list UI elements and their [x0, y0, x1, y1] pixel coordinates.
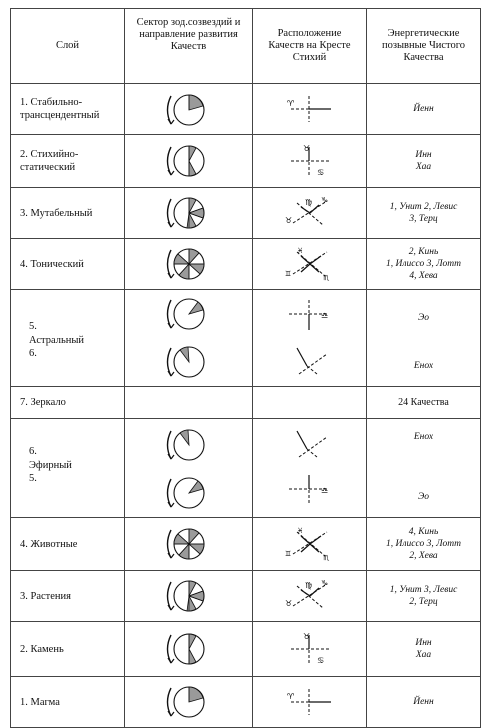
table-row: [11, 84, 481, 135]
svg-text:♍: ♍: [305, 581, 313, 590]
header-layer: Слой: [11, 9, 125, 84]
sector-diagram-cell: [125, 387, 253, 419]
svg-text:♏: ♏: [323, 274, 330, 282]
table-row: [11, 188, 481, 239]
elements-cross-icon: [283, 685, 337, 719]
elements-cross-icon: [283, 193, 337, 233]
table-row: [11, 239, 481, 290]
sector-wheel-icon: [159, 682, 209, 722]
cross-diagram-cell: [253, 571, 367, 622]
svg-text:♋: ♋: [317, 656, 325, 665]
sector-wheel-icon: [159, 473, 209, 513]
layer-label-astral: 5. Астральный 6.: [11, 290, 125, 387]
svg-text:♉: ♉: [285, 599, 293, 608]
cross-diagram-cell: [253, 387, 367, 419]
svg-text:♈: ♈: [287, 99, 295, 108]
energy-cell: Енох Эо: [367, 419, 481, 518]
elements-cross-icon: [283, 296, 337, 334]
energy-cell: Инн Хаа: [367, 135, 481, 188]
layer-label: 1. Стабильно-трансцендентный: [11, 84, 125, 135]
energy-cell: Инн Хаа: [367, 622, 481, 677]
svg-text:♊: ♊: [285, 550, 292, 558]
table-row: [11, 518, 481, 571]
elements-cross-icon: [283, 629, 337, 669]
svg-text:♉: ♉: [303, 144, 311, 153]
sector-diagram-cell: [125, 571, 253, 622]
sector-wheel-icon: [159, 90, 209, 130]
layer-label: 7. Зеркало: [11, 387, 125, 419]
table-row: [11, 135, 481, 188]
energy-cell: Йенн: [367, 677, 481, 728]
cross-diagram-cell: [253, 419, 367, 518]
elements-cross-icon: [283, 576, 337, 616]
cross-diagram-cell: [253, 290, 367, 387]
table-row: [11, 419, 481, 518]
elements-cross-icon: [283, 471, 337, 511]
energy-cell: 24 Качества: [367, 387, 481, 419]
layer-label-etheric: 6. Эфирный 5.: [11, 419, 125, 518]
cross-diagram-cell: [253, 135, 367, 188]
sector-diagram-cell: [125, 239, 253, 290]
sector-diagram-cell: [125, 290, 253, 387]
svg-text:♍: ♍: [305, 198, 313, 207]
sector-wheel-icon: [159, 244, 209, 284]
elements-cross-icon: [283, 423, 337, 463]
elements-cross-icon: [283, 141, 337, 181]
layer-label: 1. Магма: [11, 677, 125, 728]
svg-text:♈: ♈: [287, 692, 295, 701]
layer-label: 4. Тонический: [11, 239, 125, 290]
sector-diagram-cell: [125, 188, 253, 239]
table-row: [11, 290, 481, 387]
svg-text:♉: ♉: [285, 216, 293, 225]
svg-text:♊: ♊: [285, 270, 292, 278]
svg-text:♏: ♏: [323, 554, 330, 562]
sector-diagram-cell: [125, 84, 253, 135]
svg-text:♋: ♋: [317, 168, 325, 177]
cross-diagram-cell: [253, 518, 367, 571]
header-sector: Сектор зод.созвездий и направление развития Качеств: [125, 9, 253, 84]
svg-text:♑: ♑: [321, 196, 329, 205]
table-row: [11, 622, 481, 677]
energy-cell: 1, Унит 3, Левис 2, Терц: [367, 571, 481, 622]
svg-text:♑: ♑: [321, 579, 329, 588]
layer-label: 4. Животные: [11, 518, 125, 571]
elements-cross-icon: [283, 340, 337, 380]
sector-wheel-icon: [159, 141, 209, 181]
layer-label: 3. Растения: [11, 571, 125, 622]
layers-table: [10, 8, 481, 728]
layer-label: 2. Камень: [11, 622, 125, 677]
sector-diagram-cell: [125, 518, 253, 571]
sector-wheel-icon: [159, 629, 209, 669]
sector-wheel-icon: [159, 425, 209, 465]
elements-cross-icon: [283, 92, 337, 126]
svg-text:♎: ♎: [321, 486, 329, 495]
sector-wheel-icon: [159, 576, 209, 616]
cross-diagram-cell: [253, 239, 367, 290]
energy-cell: Йенн: [367, 84, 481, 135]
svg-text:♎: ♎: [321, 311, 329, 320]
sector-diagram-cell: [125, 622, 253, 677]
layer-label: 2. Стихийно-статический: [11, 135, 125, 188]
energy-cell: 4, Кинь 1, Илиссо 3, Лотт 2, Хева: [367, 518, 481, 571]
header-energy: Энергетические позывные Чистого Качества: [367, 9, 481, 84]
sector-wheel-icon: [159, 294, 209, 334]
energy-cell: 1, Унит 2, Левис 3, Терц: [367, 188, 481, 239]
elements-cross-icon: [283, 524, 337, 564]
cross-diagram-cell: [253, 622, 367, 677]
table-row: [11, 387, 481, 419]
layer-label: 3. Мутабельный: [11, 188, 125, 239]
header-row: [11, 9, 481, 84]
sector-wheel-icon: [159, 342, 209, 382]
svg-text:♓: ♓: [297, 527, 304, 535]
energy-cell: Эо Енох: [367, 290, 481, 387]
sector-wheel-icon: [159, 193, 209, 233]
sector-wheel-icon: [159, 524, 209, 564]
sector-diagram-cell: [125, 135, 253, 188]
sector-diagram-cell: [125, 419, 253, 518]
elements-cross-icon: [283, 244, 337, 284]
energy-cell: 2, Кинь 1, Илиссо 3, Лотт 4, Хева: [367, 239, 481, 290]
svg-text:♉: ♉: [303, 632, 311, 641]
svg-text:♓: ♓: [297, 247, 304, 255]
cross-diagram-cell: [253, 84, 367, 135]
header-location: Расположение Качеств на Кресте Стихий: [253, 9, 367, 84]
table-row: [11, 571, 481, 622]
cross-diagram-cell: [253, 188, 367, 239]
